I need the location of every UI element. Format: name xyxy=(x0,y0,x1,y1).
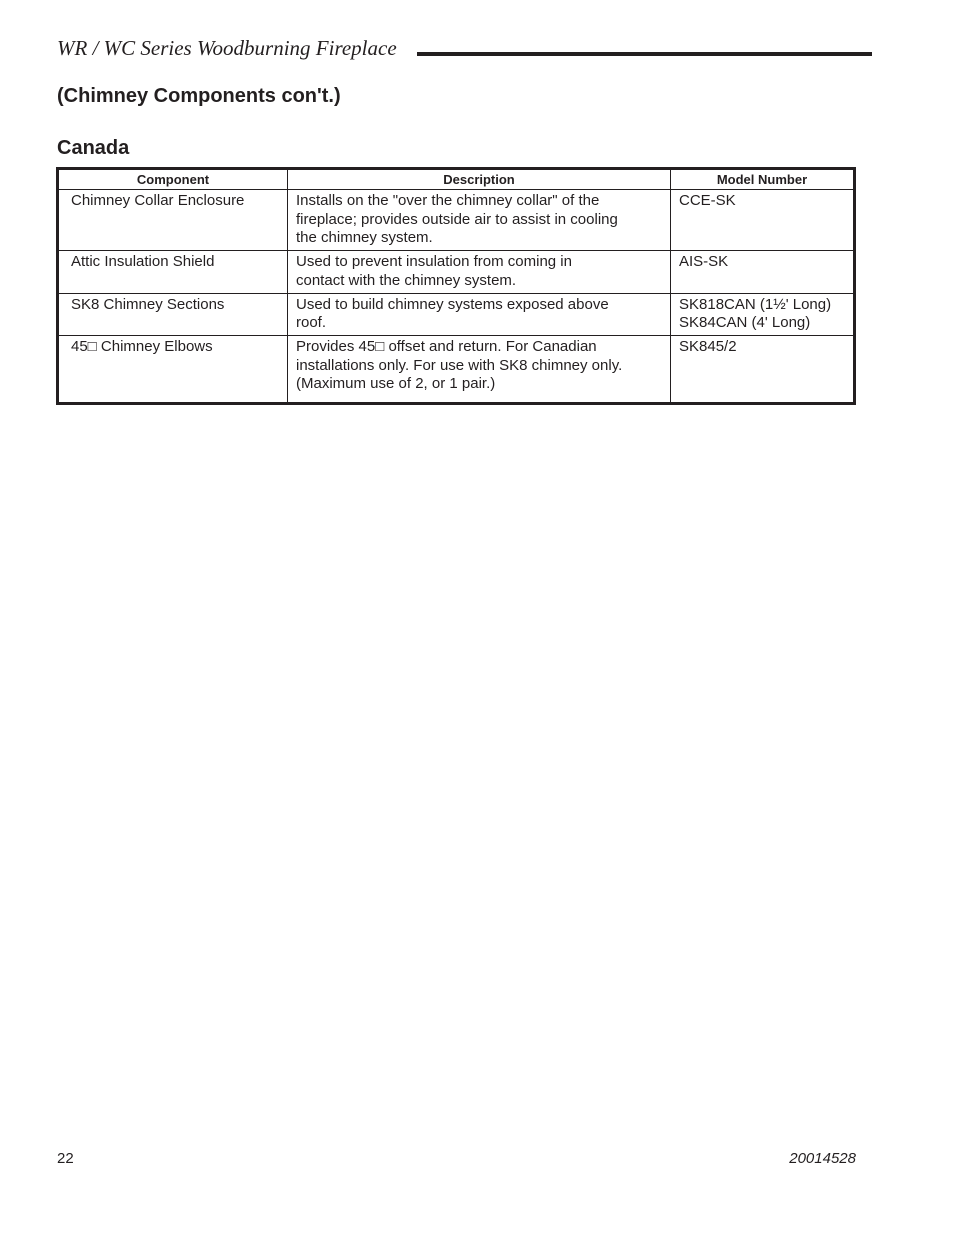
document-number: 20014528 xyxy=(789,1150,856,1167)
document-title: WR / WC Series Woodburning Fireplace xyxy=(57,36,397,60)
description-line: the chimney system. xyxy=(296,229,433,247)
page-number: 22 xyxy=(57,1150,74,1167)
description-cell xyxy=(288,251,671,293)
description-cell xyxy=(288,335,671,403)
component-cell: SK8 Chimney Sections xyxy=(58,293,288,335)
model-number-line: SK84CAN (4' Long) xyxy=(679,314,811,332)
description-line: installations only. For use with SK8 chimney only. xyxy=(296,356,623,374)
section-title: (Chimney Components con't.) xyxy=(57,85,341,107)
header-rule xyxy=(417,52,872,56)
subsection-title: Canada xyxy=(57,137,130,159)
column-header-model-number: Model Number xyxy=(671,169,855,190)
model-number-cell xyxy=(671,190,855,251)
model-number-line: SK845/2 xyxy=(679,337,737,355)
model-number-line: CCE-SK xyxy=(679,192,736,209)
component-cell: Attic Insulation Shield xyxy=(58,251,288,293)
model-number-cell xyxy=(671,293,855,335)
description-line: Used to prevent insulation from coming in xyxy=(296,253,572,271)
component-cell: Chimney Collar Enclosure xyxy=(58,190,288,251)
description-line: Used to build chimney systems exposed above xyxy=(296,295,609,313)
description-line: Installs on the "over the chimney collar" of the xyxy=(296,192,600,209)
table-header-row xyxy=(58,169,855,190)
table-row xyxy=(58,335,855,403)
column-header-component: Component xyxy=(58,169,288,190)
model-number-cell xyxy=(671,335,855,403)
description-line: roof. xyxy=(296,314,327,332)
model-number-line: SK818CAN (1½' Long) xyxy=(679,295,832,313)
component-cell: 45□ Chimney Elbows xyxy=(58,335,288,403)
table-row xyxy=(58,293,855,335)
model-number-line: AIS-SK xyxy=(679,253,729,271)
components-table xyxy=(56,167,856,405)
description-line: contact with the chimney system. xyxy=(296,271,517,289)
description-line: fireplace; provides outside air to assist in cooling xyxy=(296,210,618,228)
model-number-cell xyxy=(671,251,855,293)
description-cell xyxy=(288,190,671,251)
table-row xyxy=(58,251,855,293)
description-cell xyxy=(288,293,671,335)
description-line: (Maximum use of 2, or 1 pair.) xyxy=(296,375,496,393)
description-line: Provides 45□ offset and return. For Canadian xyxy=(296,337,597,355)
running-header xyxy=(57,33,872,63)
column-header-description: Description xyxy=(288,169,671,190)
table-row xyxy=(58,190,855,251)
